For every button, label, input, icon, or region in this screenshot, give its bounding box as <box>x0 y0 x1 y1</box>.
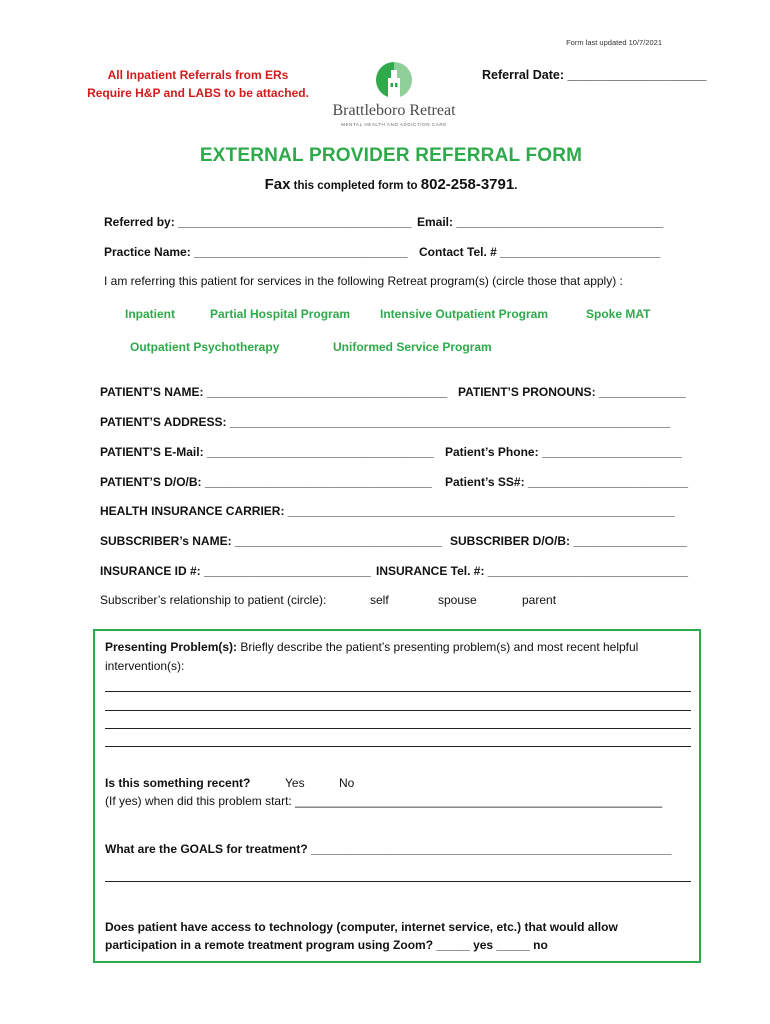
patient-dob-field[interactable]: PATIENT’S D/O/B: __________________________________ <box>100 475 432 489</box>
contact-tel-field[interactable]: Contact Tel. # ________________________ <box>419 245 661 259</box>
patient-address-field[interactable]: PATIENT’S ADDRESS: __________________________________________________________________ <box>100 415 671 429</box>
treatment-goals-field[interactable]: What are the GOALS for treatment? ______________________________________________________ <box>105 842 672 856</box>
insurance-tel-field[interactable]: INSURANCE Tel. #: ______________________________ <box>376 564 689 578</box>
referred-by-field[interactable]: Referred by: ___________________________________ <box>104 215 412 229</box>
fax-word: Fax <box>264 176 291 193</box>
relationship-label: Subscriber’s relationship to patient (circle): <box>100 593 327 607</box>
fax-middle: this completed form to <box>290 180 421 192</box>
patient-phone-field[interactable]: Patient’s Phone: _____________________ <box>445 445 683 459</box>
patient-ss-field[interactable]: Patient’s SS#: ________________________ <box>445 475 689 489</box>
brattleboro-logo <box>320 60 468 132</box>
patient-name-field[interactable]: PATIENT’S NAME: ____________________________________ <box>100 385 448 399</box>
referral-date-field[interactable]: Referral Date: ____________________ <box>482 68 707 82</box>
presenting-answer-line-3[interactable] <box>105 728 691 729</box>
practice-name-field[interactable]: Practice Name: ________________________________ <box>104 245 408 259</box>
technology-question-1: Does patient have access to technology (computer, internet service, etc.) that would allow <box>105 920 618 934</box>
presenting-answer-line-2[interactable] <box>105 710 691 711</box>
relationship-spouse[interactable]: spouse <box>438 593 477 607</box>
fax-number: 802-258-3791 <box>420 176 515 193</box>
insurance-id-field[interactable]: INSURANCE ID #: _________________________ <box>100 564 371 578</box>
recent-question: Is this something recent? <box>105 776 251 790</box>
subscriber-dob-field[interactable]: SUBSCRIBER D/O/B: _________________ <box>450 534 687 548</box>
presenting-problem-box <box>93 629 701 963</box>
referral-warning <box>84 66 312 102</box>
relationship-self[interactable]: self <box>370 593 389 607</box>
program-intensive-outpatient[interactable]: Intensive Outpatient Program <box>380 307 549 321</box>
program-intro: I am referring this patient for services in the following Retreat program(s) (circle those that apply) : <box>104 274 623 288</box>
goals-answer-line[interactable] <box>105 881 691 882</box>
technology-question-2[interactable]: participation in a remote treatment program using Zoom? _____ yes _____ no <box>105 938 548 952</box>
subscriber-name-field[interactable]: SUBSCRIBER’s NAME: _______________________________ <box>100 534 442 548</box>
presenting-problem-label: Presenting Problem(s): <box>105 640 238 654</box>
relationship-parent[interactable]: parent <box>522 593 557 607</box>
recent-no-option[interactable]: No <box>339 776 355 790</box>
presenting-problem-desc-2: intervention(s): <box>105 659 185 673</box>
program-spoke-mat[interactable]: Spoke MAT <box>586 307 651 321</box>
recent-yes-option[interactable]: Yes <box>285 776 305 790</box>
program-inpatient[interactable]: Inpatient <box>125 307 175 321</box>
patient-email-field[interactable]: PATIENT’S E-Mail: __________________________________ <box>100 445 434 459</box>
warning-line-2: Require H&P and LABS to be attached. <box>87 86 309 100</box>
presenting-problem-prompt <box>105 640 638 654</box>
presenting-problem-desc: Briefly describe the patient’s presenting problem(s) and most recent helpful <box>237 640 639 654</box>
fax-end: . <box>514 180 518 192</box>
logo-name: Brattleboro Retreat <box>332 102 456 119</box>
patient-pronouns-field[interactable]: PATIENT’S PRONOUNS: _____________ <box>458 385 686 399</box>
fax-instruction <box>0 176 770 193</box>
presenting-answer-line-1[interactable] <box>105 691 691 692</box>
form-title: EXTERNAL PROVIDER REFERRAL FORM <box>199 145 583 166</box>
program-uniformed-service[interactable]: Uniformed Service Program <box>333 340 492 354</box>
program-partial-hospital[interactable]: Partial Hospital Program <box>210 307 351 321</box>
insurance-carrier-field[interactable]: HEALTH INSURANCE CARRIER: __________________________________________________________ <box>100 504 675 518</box>
warning-line-1: All Inpatient Referrals from ERs <box>107 68 289 82</box>
program-outpatient-psychotherapy[interactable]: Outpatient Psychotherapy <box>130 340 280 354</box>
referrer-email-field[interactable]: Email: _______________________________ <box>417 215 664 229</box>
logo-tagline: MENTAL HEALTH AND ADDICTION CARE <box>341 122 447 127</box>
logo-mark-icon <box>374 60 414 100</box>
problem-start-field[interactable]: (If yes) when did this problem start: _______________________________________________________ <box>105 794 663 808</box>
form-updated-date: Form last updated 10/7/2021 <box>566 38 662 47</box>
presenting-answer-line-4[interactable] <box>105 746 691 747</box>
